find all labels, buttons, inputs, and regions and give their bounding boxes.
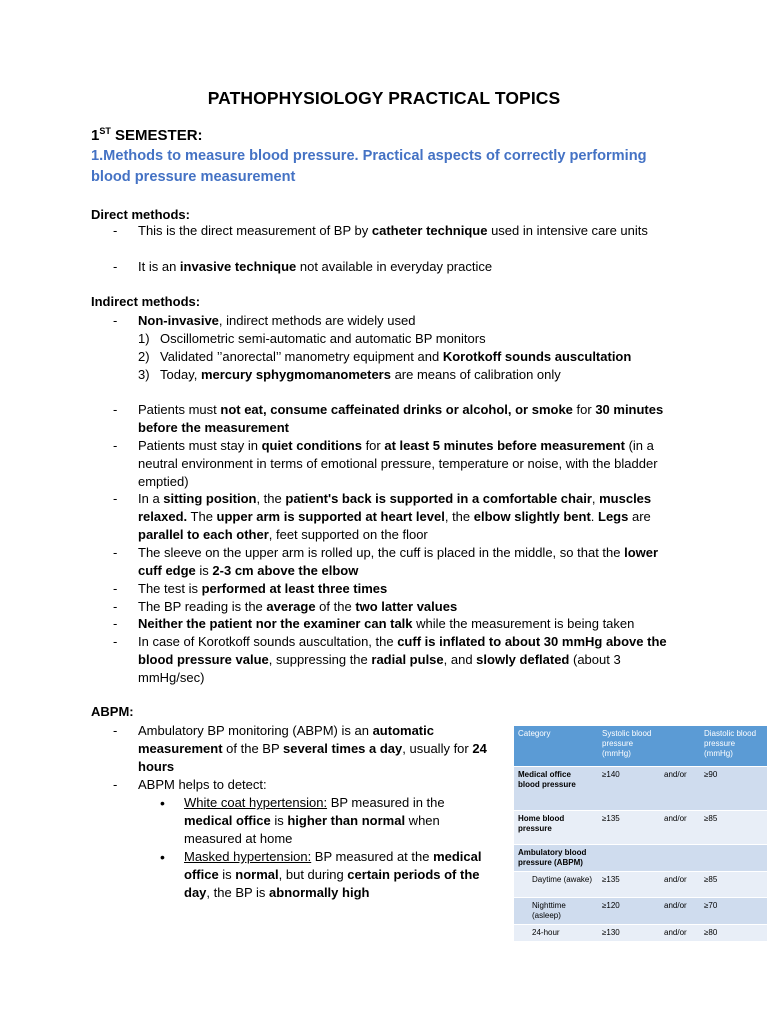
table-row	[514, 898, 767, 925]
table-cell: ≥135	[598, 811, 660, 845]
table-cell: ≥70	[700, 898, 767, 925]
bullet-text: It is an invasive technique not available in everyday practice	[138, 259, 493, 274]
table-cell: and/or	[660, 811, 700, 845]
table-cell	[660, 845, 700, 872]
table-header-cell: Diastolic blood pressure (mmHg)	[700, 726, 767, 767]
bp-threshold-table	[514, 726, 767, 942]
table-cell: Daytime (awake)	[514, 872, 598, 898]
bullet-text: This is the direct measurement of BP by catheter technique used in intensive care units	[138, 223, 648, 238]
bullet-dash: -	[113, 313, 118, 328]
table-cell: and/or	[660, 872, 700, 898]
direct-methods-heading: Direct methods:	[91, 207, 190, 222]
table-cell: and/or	[660, 767, 700, 811]
table-header-cell	[660, 726, 700, 767]
table-cell: ≥135	[598, 872, 660, 898]
table-cell: ≥120	[598, 898, 660, 925]
page-title: PATHOPHYSIOLOGY PRACTICAL TOPICS	[207, 88, 561, 108]
table-header-cell: Systolic blood pressure (mmHg)	[598, 726, 660, 767]
bullet-dot: •	[160, 849, 165, 865]
table-cell	[598, 845, 660, 872]
table-cell	[700, 845, 767, 872]
table-cell: ≥85	[700, 872, 767, 898]
bullet-dash: -	[113, 259, 118, 274]
table-cell: Nighttime (asleep)	[514, 898, 598, 925]
table-cell: ≥85	[700, 811, 767, 845]
table-cell: and/or	[660, 898, 700, 925]
topic-heading: 1.Methods to measure blood pressure. Practical aspects of correctly performing blood pressure measurement	[91, 148, 647, 185]
table-cell: Ambulatory blood pressure (ABPM)	[514, 845, 598, 872]
table-cell: ≥140	[598, 767, 660, 811]
table-header-cell: Category	[514, 726, 598, 767]
indirect-methods-heading: Indirect methods:	[91, 294, 201, 309]
table-cell: ≥80	[700, 925, 767, 942]
table-cell: and/or	[660, 925, 700, 942]
table-cell: 24-hour	[514, 925, 598, 942]
abpm-heading: ABPM:	[91, 704, 134, 719]
table-cell: Medical office blood pressure	[514, 767, 598, 811]
table-cell: Home blood pressure	[514, 811, 598, 845]
table-row	[514, 872, 767, 898]
table-header-row	[514, 726, 767, 767]
table-row	[514, 811, 767, 845]
table-cell: ≥130	[598, 925, 660, 942]
semester-label: SEMESTER:	[110, 127, 203, 144]
table-row	[514, 925, 767, 942]
bullet-text: Non-invasive, indirect methods are widely used	[138, 313, 416, 328]
semester-number: 1	[91, 127, 100, 144]
table-cell: ≥90	[700, 767, 767, 811]
semester-superscript: ST	[99, 126, 111, 136]
document-page: PATHOPHYSIOLOGY PRACTICAL TOPICS 1ST SEMESTER: 1.Methods to measure blood pressure. Practical aspects of correctly performing blood pressure measurement Direct methods: - This is the direct measurement of BP by catheter technique used in intensive care units - It is an invasive technique not available in everyday practice Indirect methods: - Non-invasive, indirect methods are widely used 1) Oscillometric semi-automatic and automatic BP monitors 2) Validated ’’anorectal’’ manometry equipment and Korotkoff sounds auscultation 3) Today, mercury sphygmomanometers are means of calibration only - Patients must not eat, consume caffeinated drinks or alcohol, or smoke for 30 minutes before the measurement - Patients must stay in quiet conditions for at least 5 minutes before measurement (in a neutral environment in terms of emotional pressure, temperature or noise, with the bladder emptied) - In a sitting position, the patient's back is supported in a comfortable chair, muscles relaxed. The upper arm is supported at heart level, the elbow slightly bent. Legs are parallel to each other, feet supported on the floor - The sleeve on the upper arm is rolled up, the cuff is placed in the middle, so that the lower cuff edge is 2-3 cm above the elbow - The test is performed at least three times - The BP reading is the average of the two latter values - Neither the patient nor the examiner can talk while the measurement is being taken - In case of Korotkoff sounds auscultation, the cuff is inflated to about 30 mmHg above the blood pressure value, suppressing the radial pulse, and slowly deflated (about 3 mmHg/sec) ABPM: - Ambulatory BP monitoring (ABPM) is an automatic measurement of the BP several times a day, usually for 24 hours - ABPM helps to detect: • White coat hypertension: BP measured in the medical office is higher than normal when measured at home • Masked hypertension: BP measured at the medical office is normal, but during certain periods of the day, the BP is abnormally high Category Systolic blood pressure (mmHg) Diastolic blood pressure (mmHg) Medical office blood pressure ≥140 and/or ≥90 Home blood pressure ≥135 and/or ≥85 Ambulatory blood pressure (ABPM) Daytime (awake) ≥135 and/or ≥85 Nighttime (asleep) ≥120 and/or ≥70 24-hour ≥130 and/or ≥80	[0, 0, 768, 1024]
bullet-dot: •	[160, 795, 165, 811]
table-row	[514, 767, 767, 811]
bullet-dash: -	[113, 223, 118, 238]
semester-heading	[91, 126, 203, 144]
table-row	[514, 845, 767, 872]
